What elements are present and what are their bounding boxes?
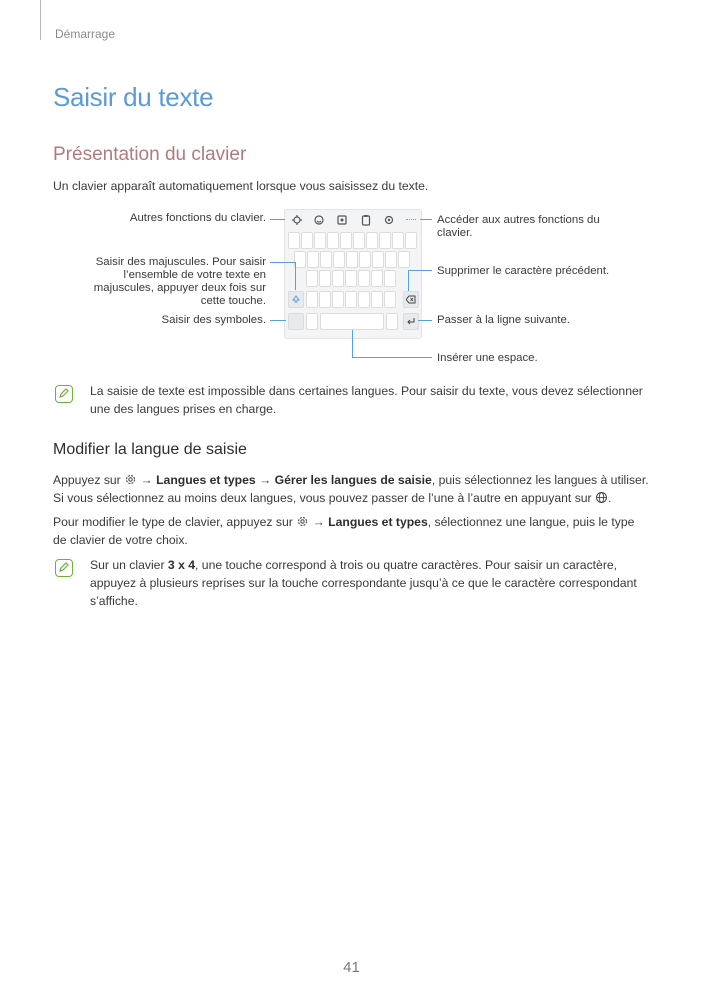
arrow: → bbox=[140, 473, 153, 487]
key bbox=[340, 232, 352, 249]
key bbox=[353, 232, 365, 249]
key bbox=[392, 232, 404, 249]
key bbox=[372, 251, 384, 268]
pencil-icon bbox=[58, 562, 69, 573]
text: Sur un clavier bbox=[90, 558, 165, 572]
section2-title: Modifier la langue de saisie bbox=[53, 441, 247, 458]
note1-line2: une des langues prises en charge. bbox=[90, 402, 277, 416]
connector bbox=[418, 320, 432, 321]
text: , puis sélectionnez les langues à utiliser. bbox=[431, 473, 649, 487]
keyboard-illustration bbox=[284, 209, 422, 339]
section2-p1-line1 bbox=[53, 471, 649, 489]
shift-key bbox=[288, 291, 304, 308]
menu-path: Langues et types bbox=[328, 515, 428, 529]
connector bbox=[420, 219, 432, 220]
key bbox=[319, 291, 331, 308]
clipboard-icon bbox=[360, 214, 372, 226]
text: , sélectionnez une langue, puis le type bbox=[427, 515, 635, 529]
section2-p2-line1 bbox=[53, 513, 634, 531]
key bbox=[366, 232, 378, 249]
caption-line: majuscules, appuyer deux fois sur bbox=[93, 282, 266, 294]
key bbox=[319, 270, 331, 287]
connector bbox=[270, 320, 286, 321]
connector bbox=[408, 270, 409, 291]
connector bbox=[352, 357, 432, 358]
space-key bbox=[320, 313, 384, 330]
caption-delete: Supprimer le caractère précédent. bbox=[437, 265, 610, 277]
gear-icon bbox=[296, 515, 309, 528]
note2-line2: appuyez à plusieurs reprises sur la touche correspondante jusqu’à ce que le caractère correspondant bbox=[90, 576, 637, 590]
text: Pour modifier le type de clavier, appuyez sur bbox=[53, 515, 293, 529]
key bbox=[384, 270, 396, 287]
enter-key bbox=[403, 313, 419, 330]
symbol-key bbox=[288, 313, 304, 330]
note-icon bbox=[55, 385, 73, 403]
caption-space: Insérer une espace. bbox=[437, 352, 538, 364]
caption-symbols: Saisir des symboles. bbox=[161, 314, 266, 326]
page-number: 41 bbox=[343, 959, 360, 976]
backspace-icon bbox=[406, 295, 416, 304]
key bbox=[405, 232, 417, 249]
connector bbox=[295, 262, 296, 290]
caption-line: clavier. bbox=[437, 227, 473, 239]
key bbox=[306, 270, 318, 287]
shift-icon bbox=[292, 295, 300, 303]
key bbox=[359, 251, 371, 268]
key bbox=[333, 251, 345, 268]
key bbox=[332, 270, 344, 287]
key bbox=[307, 251, 319, 268]
key bbox=[332, 291, 344, 308]
caption-line: Saisir des majuscules. Pour saisir bbox=[95, 256, 266, 268]
caption-more-functions bbox=[437, 214, 657, 240]
settings-icon bbox=[383, 214, 395, 226]
key bbox=[301, 232, 313, 249]
menu-path: Langues et types bbox=[156, 473, 256, 487]
backspace-key bbox=[403, 291, 419, 308]
arrow: → bbox=[312, 515, 325, 529]
caption-line: cette touche. bbox=[200, 295, 266, 307]
note1-line1: La saisie de texte est impossible dans certaines langues. Pour saisir du texte, vous devez sélectionner bbox=[90, 384, 643, 398]
note2-line1 bbox=[90, 556, 617, 574]
caption-line: Accéder aux autres fonctions du bbox=[437, 214, 600, 226]
connector bbox=[270, 219, 285, 220]
key bbox=[371, 270, 383, 287]
header-rule bbox=[40, 0, 41, 40]
keyboard-type: 3 x 4 bbox=[167, 558, 196, 572]
caption-other-functions: Autres fonctions du clavier. bbox=[129, 212, 266, 224]
key bbox=[327, 232, 339, 249]
text: Appuyez sur bbox=[53, 473, 121, 487]
text: , une touche correspond à trois ou quatre caractères. Pour saisir un caractère, bbox=[195, 558, 618, 572]
pencil-icon bbox=[58, 388, 69, 399]
section2-p1-line2 bbox=[53, 489, 611, 507]
more-icon bbox=[406, 219, 416, 222]
page-title: Saisir du texte bbox=[53, 82, 214, 112]
menu-path: Gérer les langues de saisie bbox=[274, 473, 432, 487]
connector bbox=[352, 330, 353, 358]
section2-p2-line2: de clavier de votre choix. bbox=[53, 533, 188, 547]
key bbox=[345, 270, 357, 287]
enter-icon bbox=[407, 318, 415, 325]
caption-new-line: Passer à la ligne suivante. bbox=[437, 314, 570, 326]
note2-line3: s’affiche. bbox=[90, 594, 138, 608]
gear-icon bbox=[124, 473, 137, 486]
connector bbox=[408, 270, 432, 271]
intro-text: Un clavier apparaît automatiquement lorsque vous saisissez du texte. bbox=[53, 179, 429, 193]
key bbox=[379, 232, 391, 249]
key bbox=[306, 313, 318, 330]
key bbox=[385, 251, 397, 268]
key bbox=[320, 251, 332, 268]
key bbox=[384, 291, 396, 308]
globe-icon bbox=[595, 491, 608, 504]
key bbox=[345, 291, 357, 308]
connector bbox=[270, 262, 296, 263]
section-label: Démarrage bbox=[55, 27, 116, 41]
key bbox=[358, 270, 370, 287]
key bbox=[314, 232, 326, 249]
text: . bbox=[608, 491, 612, 505]
key bbox=[371, 291, 383, 308]
expression-icon bbox=[291, 214, 303, 226]
emoji-icon bbox=[313, 214, 325, 226]
arrow: → bbox=[259, 473, 272, 487]
caption-uppercase bbox=[66, 256, 266, 308]
key bbox=[306, 291, 318, 308]
key bbox=[398, 251, 410, 268]
caption-line: l’ensemble de votre texte en bbox=[123, 269, 266, 281]
sticker-icon bbox=[336, 214, 348, 226]
key bbox=[358, 291, 370, 308]
subtitle: Présentation du clavier bbox=[53, 144, 247, 165]
key bbox=[346, 251, 358, 268]
key bbox=[386, 313, 398, 330]
note-icon bbox=[55, 559, 73, 577]
key bbox=[288, 232, 300, 249]
text: Si vous sélectionnez au moins deux langues, vous pouvez passer de l’une à l’autre en appuyant sur bbox=[53, 491, 592, 505]
